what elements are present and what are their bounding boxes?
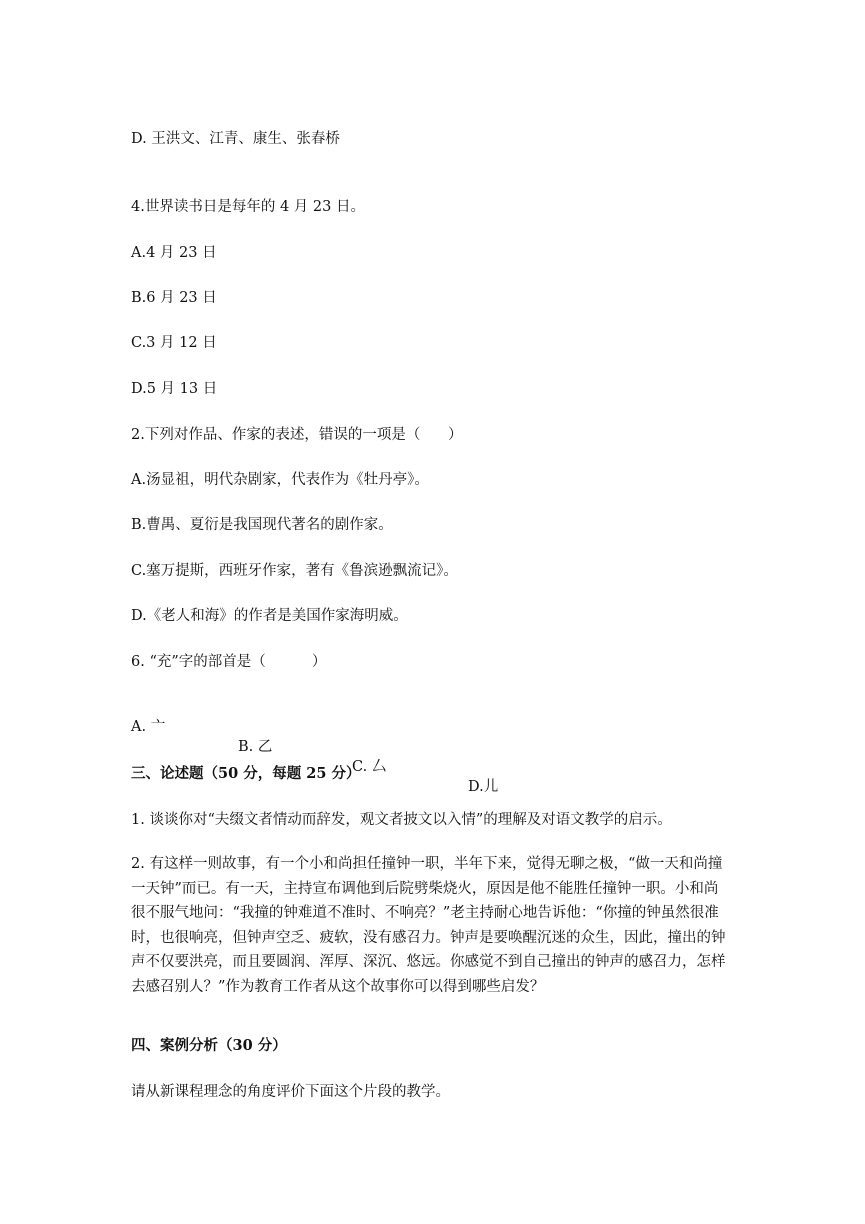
prev-question-option-d: D. 王洪文、江青、康生、张春桥 [131, 131, 340, 147]
question-4-option-d: D.5 月 13 日 [131, 381, 218, 397]
section-3-question-1: 1. 谈谈你对“夫缀文者情动而辞发，观文者披文以入情”的理解及对语文教学的启示。 [131, 812, 672, 828]
question-6-option-c: C. 厶 [352, 759, 387, 775]
question-6-stem: 6. “充”字的部首是（ ） [131, 654, 327, 670]
section-3-heading: 三、论述题（50 分，每题 25 分） [131, 765, 361, 782]
question-2-option-c: C.塞万提斯，西班牙作家，著有《鲁滨逊飘流记》。 [131, 563, 458, 579]
question-4-option-b: B.6 月 23 日 [131, 290, 217, 306]
question-2-option-d: D.《老人和海》的作者是美国作家海明威。 [131, 608, 408, 624]
section-4-text: 请从新课程理念的角度评价下面这个片段的教学。 [131, 1084, 450, 1100]
question-4-option-a: A.4 月 23 日 [131, 245, 217, 261]
question-4-stem: 4.世界读书日是每年的 4 月 23 日。 [131, 199, 365, 215]
question-2-option-b: B.曹禺、夏衍是我国现代著名的剧作家。 [131, 517, 393, 533]
question-6-option-d: D.儿 [468, 779, 499, 795]
question-2-stem: 2.下列对作品、作家的表述，错误的一项是（ ） [131, 427, 463, 443]
question-6-option-b: B. 乙 [238, 739, 273, 755]
question-6-option-a: A. 亠 [131, 719, 166, 735]
question-2-option-a: A.汤显祖，明代杂剧家，代表作为《牡丹亭》。 [131, 472, 429, 488]
question-4-option-c: C.3 月 12 日 [131, 335, 217, 351]
section-4-heading: 四、案例分析（30 分） [131, 1037, 287, 1054]
section-3-question-2: 2. 有这样一则故事，有一个小和尚担任撞钟一职，半年下来，觉得无聊之极，“做一天和尚撞一天钟”而已。有一天，主持宣布调他到后院劈柴烧火，原因是他不能胜任撞钟一职。小和尚很不服气地问：“我撞的钟难道不准时、不响亮？”老主持耐心地告诉他：“你撞的钟虽然很准时，也很响亮，但钟声空乏、疲软，没有感召力。钟声是要唤醒沉迷的众生，因此，撞出的钟声不仅要洪亮，而且要圆润、浑厚、深沉、悠远。你感觉不到自己撞出的钟声的感召力，怎样去感召别人？”作为教育工作者从这个故事你可以得到哪些启发？ [131, 856, 726, 995]
